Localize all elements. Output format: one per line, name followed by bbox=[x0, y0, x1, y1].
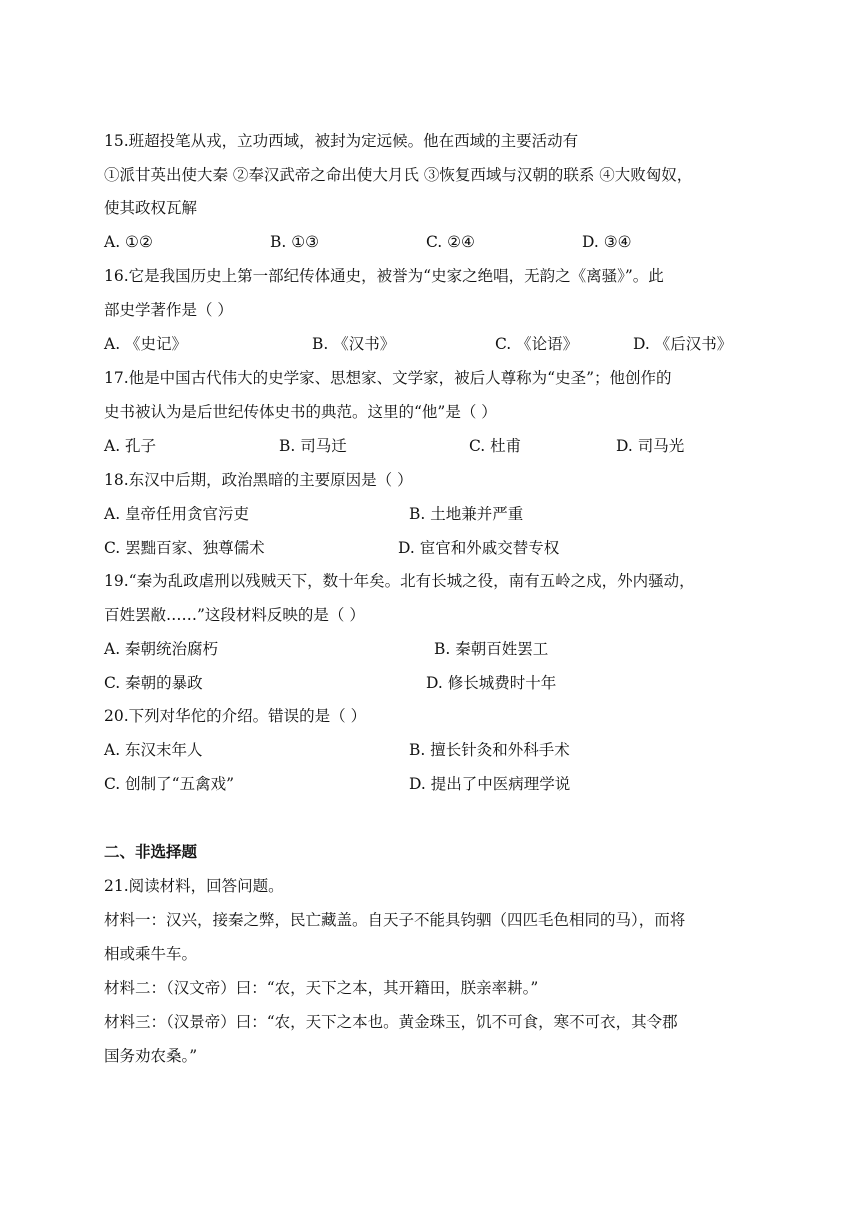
material-3-line-1: 材料三：（汉景帝）曰：“农，天下之本也。黄金珠玉，饥不可食，寒不可衣，其令郡 bbox=[104, 1013, 678, 1031]
q20-option-a: A. 东汉末年人 bbox=[104, 741, 203, 759]
material-1-line-2: 相或乘牛车。 bbox=[104, 945, 198, 963]
q15-option-a: A. ①② bbox=[104, 233, 153, 251]
q19-stem-2: 百姓罢敝……”这段材料反映的是（ ） bbox=[104, 606, 365, 624]
q19-stem-1: 19.“秦为乱政虐刑以残贼天下，数十年矣。北有长城之役，南有五岭之戍，外内骚动， bbox=[104, 572, 695, 590]
q20-option-b: B. 擅长针灸和外科手术 bbox=[409, 741, 570, 759]
q18-option-b: B. 土地兼并严重 bbox=[409, 505, 524, 523]
q19-option-d: D. 修长城费时十年 bbox=[426, 674, 557, 692]
material-1-line-1: 材料一：汉兴，接秦之弊，民亡藏盖。自天子不能具钧驷（四匹毛色相同的马），而将 bbox=[104, 911, 686, 929]
q18-option-c: C. 罢黜百家、独尊儒术 bbox=[104, 539, 265, 557]
q20-option-c: C. 创制了“五禽戏” bbox=[104, 775, 235, 793]
q17-stem-2: 史书被认为是后世纪传体史书的典范。这里的“他”是（ ） bbox=[104, 403, 497, 421]
q20-stem: 20.下列对华佗的介绍。错误的是（ ） bbox=[104, 707, 367, 725]
q17-option-d: D. 司马光 bbox=[616, 437, 685, 455]
q16-stem-2: 部史学著作是（ ） bbox=[104, 301, 233, 319]
q17-option-b: B. 司马迁 bbox=[279, 437, 347, 455]
q16-option-a: A. 《史记》 bbox=[104, 335, 188, 353]
q17-stem-1: 17.他是中国古代伟大的史学家、思想家、文学家，被后人尊称为“史圣”；他创作的 bbox=[104, 369, 672, 387]
q16-stem-1: 16.它是我国历史上第一部纪传体通史，被誉为“史家之绝唱，无韵之《离骚》”。此 bbox=[104, 267, 664, 285]
section-heading: 二、非选择题 bbox=[104, 842, 198, 861]
q19-option-c: C. 秦朝的暴政 bbox=[104, 674, 203, 692]
q19-option-a: A. 秦朝统治腐朽 bbox=[104, 640, 219, 658]
q17-option-c: C. 杜甫 bbox=[469, 437, 522, 455]
q18-option-d: D. 宦官和外戚交替专权 bbox=[398, 539, 560, 557]
q19-option-b: B. 秦朝百姓罢工 bbox=[434, 640, 549, 658]
q20-option-d: D. 提出了中医病理学说 bbox=[409, 775, 571, 793]
q18-stem: 18.东汉中后期，政治黑暗的主要原因是（ ） bbox=[104, 471, 413, 489]
q15-items-cont: 使其政权瓦解 bbox=[104, 199, 198, 217]
material-3-line-2: 国务劝农桑。” bbox=[104, 1047, 198, 1065]
q15-option-d: D. ③④ bbox=[582, 233, 632, 251]
q15-option-c: C. ②④ bbox=[426, 233, 475, 251]
q15-items: ①派甘英出使大秦 ②奉汉武帝之命出使大月氏 ③恢复西域与汉朝的联系 ④大败匈奴， bbox=[104, 166, 693, 184]
q15-option-b: B. ①③ bbox=[270, 233, 320, 251]
q17-option-a: A. 孔子 bbox=[104, 437, 157, 455]
material-2: 材料二：（汉文帝）曰：“农，天下之本，其开籍田，朕亲率耕。” bbox=[104, 979, 539, 997]
q21-stem: 21.阅读材料，回答问题。 bbox=[104, 877, 284, 895]
q16-option-d: D. 《后汉书》 bbox=[633, 335, 733, 353]
q16-option-c: C. 《论语》 bbox=[495, 335, 579, 353]
q15-stem: 15.班超投笔从戎，立功西域，被封为定远候。他在西域的主要活动有 bbox=[104, 132, 579, 150]
q16-option-b: B. 《汉书》 bbox=[312, 335, 396, 353]
q18-option-a: A. 皇帝任用贪官污吏 bbox=[104, 505, 250, 523]
